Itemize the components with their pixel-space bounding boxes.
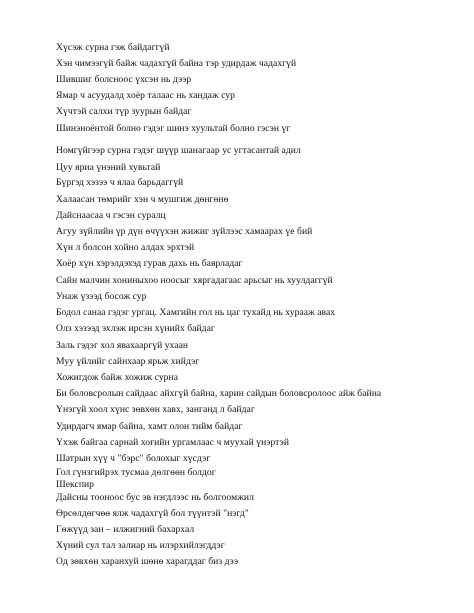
text-line: Гол гүнзгийрэх тусмаа дөлгөөн болдог [56, 467, 216, 478]
text-line: Шатрын хүү ч "бэрс" болохыг хүсдэг [56, 453, 211, 464]
text-line: Хожигдож байж хожиж сурна [56, 372, 179, 383]
text-line: Хүн л болсон хойно алдах эрхтэй [56, 242, 195, 253]
text-line: Дайснаасаа ч гэсэн суралц [56, 210, 166, 221]
text-line: Би боловсролын сайдаас айхгүй байна, харин сайдын боловсролоос айж байна [56, 388, 382, 399]
text-line: Хэн чимээгүй байж чадахгүй байна тэр удирдаж чадахгүй [56, 58, 297, 69]
text-line: Халаасан төмрийг хэн ч мушгиж дөнгөнө [56, 194, 229, 205]
text-line: Од зөвхөн харанхуй шөнө харагддаг биз дээ [56, 556, 239, 567]
text-line: Ямар ч асуудалд хоёр талаас нь хандаж сур [56, 90, 235, 101]
text-line: Хүсэж сурна гэж байдаггүй [56, 42, 170, 53]
text-line: Үхэж байгаа сарнай хоғийн ургамлаас ч муухай үнэртэй [56, 437, 289, 448]
text-line: Заль гэдэг хол явахааргүй ухаан [56, 340, 189, 351]
text-line: Номгүйгээр сурна гэдэг шүүр шанагаар ус угтасантай адил [56, 145, 301, 156]
text-line: Олз хэзээд эхлэж ирсэн хүнийх байдаг [56, 323, 215, 334]
text-line: Шекспир [56, 479, 95, 490]
text-line: Сайн малчин хониныхоо ноосыг хяргадагаас арьсыг нь хуулдаггүй [56, 275, 333, 286]
text-line: Бодол санаа гэдэг ургац. Хамгийн гол нь цаг тухайд нь хурааж авах [56, 307, 336, 318]
text-line: Шившиг болсноос үхсэн нь дээр [56, 74, 192, 85]
text-line: Унаж үзээд босож сур [56, 291, 147, 302]
text-line: Хүчтэй салхи түр зуурын байдаг [56, 106, 192, 117]
text-line: Хүний сул тал залиар нь илэрхийлэгддэг [56, 540, 225, 551]
text-line: Өрсөлдөгчөө ялж чадахгүй бол түүнтэй "нэгд" [56, 508, 249, 519]
text-line: Хоёр хүн хэрэлдэхэд гурав дахь нь баярладаг [56, 258, 243, 269]
text-line: Шинэноёнтой болно гэдэг шинэ хуультай болно гэсэн үг [56, 123, 291, 134]
text-line: Үнэгүй хоол хүнс зөвхөн хавх, занганд л байдаг [56, 404, 255, 415]
text-line: Агуу зүйлийн үр дүн өчүүхэн жижиг зүйлээс хамаарах үе бий [56, 226, 313, 237]
text-line: Цуу яриа үнэний хувьтай [56, 162, 161, 173]
text-line: Муу үйлийг сайнхаар ярьж хийдэг [56, 356, 200, 367]
text-line: Бүргэд хэзээ ч ялаа барьдаггүй [56, 177, 184, 188]
text-line: Дайсны тооноос бус эв нэгдлээс нь болгоомжил [56, 492, 254, 503]
text-line: Гөжүүд зан – илжигний бахархал [56, 524, 195, 535]
text-line: Удирдагч ямар байна, хамт олон тийм байдаг [56, 421, 243, 432]
